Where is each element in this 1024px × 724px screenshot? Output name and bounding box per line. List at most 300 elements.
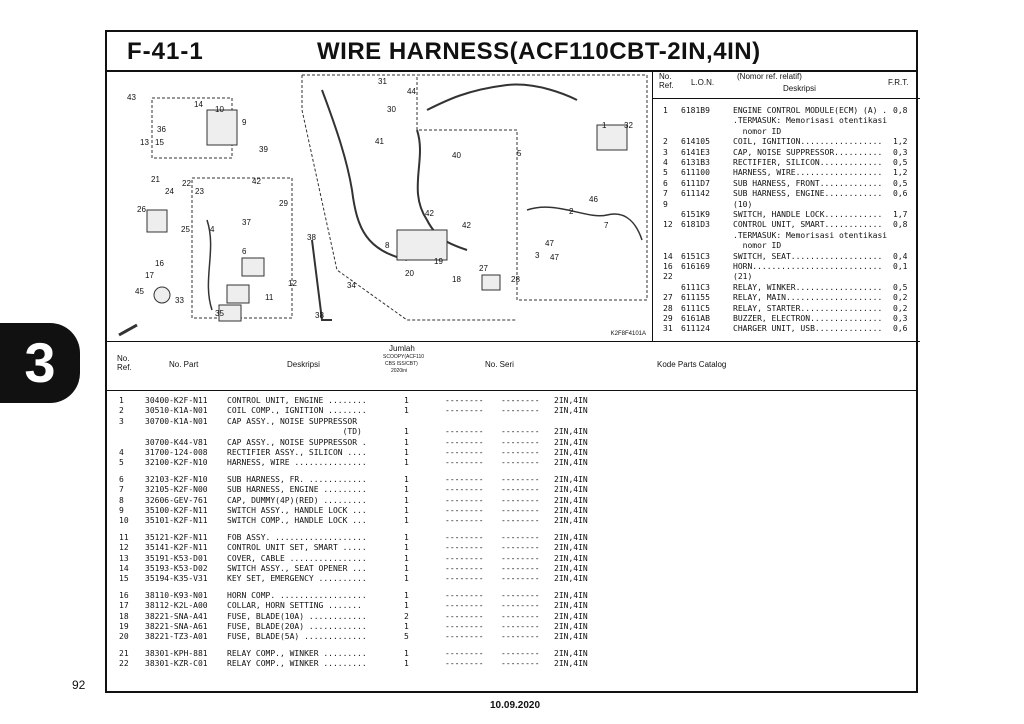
page-title: WIRE HARNESS(ACF110CBT-2IN,4IN)	[317, 38, 761, 65]
catalog-frame	[105, 30, 918, 693]
callout: 35	[215, 309, 224, 318]
ref-cell-desc: HARNESS, WIRE..................	[733, 168, 883, 178]
parts-cell-desc: SUB HARNESS, FR. ............	[227, 474, 367, 484]
col-no-ref: No. Ref.	[659, 72, 674, 90]
parts-cell-desc: RELAY COMP., WINKER .........	[227, 659, 367, 669]
ref-cell-frt: 0,2	[893, 303, 908, 313]
parts-cell-part: 35101-K2F-N11	[145, 516, 208, 526]
parts-row	[107, 564, 916, 574]
ref-cell-ref: 29	[663, 314, 673, 323]
ref-cell-frt: 0,5	[893, 282, 908, 292]
parts-cell-qty: 1	[404, 406, 409, 416]
parts-cell-ref: 9	[119, 506, 124, 515]
parts-cell-code: 2IN,4IN	[554, 427, 588, 437]
parts-cell-desc: CAP ASSY., NOISE SUPPRESSOR	[227, 416, 358, 426]
parts-row	[107, 574, 916, 584]
callout: 37	[242, 218, 251, 227]
parts-row	[107, 458, 916, 468]
parts-cell-desc: HORN COMP. ..................	[227, 590, 367, 600]
parts-cell-qty: 1	[404, 574, 409, 584]
title-row	[107, 32, 916, 72]
parts-cell-code: 2IN,4IN	[554, 495, 588, 505]
parts-cell-ref: 10	[119, 516, 129, 526]
parts-cell-ref: 18	[119, 611, 129, 621]
ref-cell-frt: 1,2	[893, 137, 908, 147]
parts-cell-s2: --------	[501, 601, 540, 611]
parts-cell-part: 30700-K44-V81	[145, 437, 208, 447]
parts-cell-code: 2IN,4IN	[554, 574, 588, 584]
callout: 12	[288, 279, 297, 288]
parts-cell-s1: --------	[445, 601, 484, 611]
parts-cell-s1: --------	[445, 611, 484, 621]
parts-cell-s1: --------	[445, 659, 484, 669]
horn	[154, 287, 170, 303]
parts-cell-s2: --------	[501, 448, 540, 457]
parts-cell-code: 2IN,4IN	[554, 659, 588, 669]
callout: 1	[602, 121, 607, 130]
parts-cell-qty: 2	[404, 611, 409, 621]
parts-table-header	[107, 342, 916, 391]
ref-row	[653, 283, 920, 293]
parts-row	[107, 396, 916, 406]
parts-cell-s2: --------	[501, 406, 540, 416]
ref-cell-ref: 14	[663, 251, 673, 261]
parts-row	[107, 612, 916, 622]
ref-table	[653, 70, 920, 342]
parts-row	[107, 417, 916, 427]
callout: 39	[259, 145, 268, 154]
parts-cell-s1: --------	[445, 485, 484, 495]
ref-cell-frt: 0,3	[893, 314, 908, 323]
parts-cell-part: 38221-SNA-A61	[145, 622, 208, 631]
parts-cell-ref: 15	[119, 574, 129, 584]
parts-cell-s1: --------	[445, 574, 484, 584]
callout: 2	[569, 207, 574, 216]
parts-cell-s2: --------	[501, 553, 540, 563]
parts-cell-ref: 20	[119, 632, 129, 642]
parts-cell-s2: --------	[501, 590, 540, 600]
parts-cell-desc: FUSE, BLADE(10A) ............	[227, 611, 367, 621]
parts-cell-s2: --------	[501, 495, 540, 505]
ref-cell-lon: 6151K9	[681, 210, 710, 219]
parts-cell-desc: SWITCH ASSY., SEAT OPENER ...	[227, 564, 367, 573]
parts-cell-part: 32105-K2F-N00	[145, 485, 208, 495]
parts-cell-code: 2IN,4IN	[554, 437, 588, 447]
callout: 46	[589, 195, 598, 204]
parts-cell-desc: HARNESS, WIRE ...............	[227, 458, 367, 468]
parts-cell-code: 2IN,4IN	[554, 485, 588, 495]
callout: 47	[545, 239, 554, 248]
ref-cell-desc: RECTIFIER, SILICON.............	[733, 158, 883, 167]
callout: 28	[511, 275, 520, 284]
parts-cell-part: 38221-TZ3-A01	[145, 632, 208, 642]
parts-cell-code: 2IN,4IN	[554, 506, 588, 515]
callout: 32	[624, 121, 633, 130]
ref-cell-desc: ENGINE CONTROL MODULE(ECM) (A) .	[733, 106, 888, 115]
parts-cell-qty: 1	[404, 448, 409, 457]
parts-cell-s2: --------	[501, 611, 540, 621]
callout: 9	[242, 118, 247, 127]
callout: 26	[137, 205, 146, 214]
ref-cell-desc: nomor ID	[733, 241, 782, 251]
parts-cell-ref: 13	[119, 553, 129, 563]
parts-cell-part: 32103-K2F-N10	[145, 474, 208, 484]
callout: 11	[265, 293, 274, 302]
parts-cell-part: 32606-GEV-761	[145, 495, 208, 505]
callout: 17	[145, 271, 154, 280]
ref-row	[653, 324, 920, 334]
ref-cell-lon: 6151C3	[681, 251, 710, 261]
chapter-tab: 3	[0, 323, 80, 403]
winker-relay	[147, 210, 167, 232]
parts-cell-qty: 1	[404, 458, 409, 468]
ref-cell-desc: BUZZER, ELECTRON...............	[733, 314, 883, 323]
parts-cell-qty: 1	[404, 564, 409, 573]
parts-cell-code: 2IN,4IN	[554, 648, 588, 658]
parts-cell-qty: 1	[404, 601, 409, 611]
parts-cell-part: 35141-K2F-N11	[145, 543, 208, 553]
parts-cell-qty: 1	[404, 396, 409, 405]
parts-cell-part: 30510-K1A-N01	[145, 406, 208, 416]
ref-cell-ref: 7	[663, 189, 668, 199]
parts-cell-s1: --------	[445, 474, 484, 484]
ref-row	[653, 116, 920, 126]
parts-cell-ref: 21	[119, 648, 129, 658]
parts-cell-desc: CONTROL UNIT SET, SMART .....	[227, 543, 367, 553]
parts-row	[107, 591, 916, 601]
callout: 42	[462, 221, 471, 230]
handle-lock-switch	[207, 110, 237, 145]
parts-cell-part: 32100-K2F-N10	[145, 458, 208, 468]
parts-cell-ref: 14	[119, 564, 129, 573]
ref-cell-desc: (21)	[733, 272, 753, 282]
callout: 45	[135, 287, 144, 296]
parts-row	[107, 516, 916, 526]
parts-cell-code: 2IN,4IN	[554, 553, 588, 563]
col-kode: Kode Parts Catalog	[657, 360, 727, 369]
parts-cell-code: 2IN,4IN	[554, 590, 588, 600]
parts-cell-qty: 1	[404, 590, 409, 600]
parts-row	[107, 543, 916, 553]
col-model-2: CBS ISS/CBT)	[385, 361, 418, 367]
callout: 10	[215, 105, 224, 114]
exploded-diagram	[107, 70, 653, 342]
parts-cell-s1: --------	[445, 406, 484, 416]
ref-cell-ref: 9	[663, 199, 668, 209]
parts-cell-ref: 22	[119, 659, 129, 669]
ref-cell-lon: 6111D7	[681, 178, 710, 188]
callout: 43	[127, 93, 136, 102]
ref-cell-lon: 6111C5	[681, 303, 710, 313]
parts-cell-desc: RECTIFIER ASSY., SILICON ....	[227, 448, 367, 457]
diagram-code: K2F8F4101A	[610, 331, 646, 337]
parts-cell-s2: --------	[501, 485, 540, 495]
parts-cell-ref: 17	[119, 601, 129, 611]
ref-cell-desc: RELAY, WINKER..................	[733, 282, 883, 292]
parts-cell-s2: --------	[501, 632, 540, 642]
parts-cell-desc: FOB ASSY. ...................	[227, 532, 367, 542]
callout: 36	[157, 125, 166, 134]
callout: 20	[405, 269, 414, 278]
parts-cell-desc: FUSE, BLADE(20A) ............	[227, 622, 367, 631]
ref-cell-desc: SUB HARNESS, ENGINE............	[733, 189, 883, 199]
ref-cell-lon: 6141E3	[681, 147, 710, 157]
smart-unit	[227, 285, 249, 303]
ref-row	[653, 314, 920, 324]
ref-cell-ref: 4	[663, 158, 668, 167]
parts-cell-s2: --------	[501, 474, 540, 484]
parts-cell-s2: --------	[501, 458, 540, 468]
parts-cell-s1: --------	[445, 437, 484, 447]
parts-cell-qty: 1	[404, 553, 409, 563]
parts-cell-s2: --------	[501, 516, 540, 526]
ref-cell-desc: CHARGER UNIT, USB..............	[733, 324, 883, 334]
parts-cell-qty: 1	[404, 659, 409, 669]
ref-cell-ref: 16	[663, 262, 673, 271]
ref-cell-lon: 614105	[681, 137, 710, 147]
callout: 13	[140, 138, 149, 147]
parts-row	[107, 506, 916, 516]
ref-cell-frt: 0,6	[893, 189, 908, 199]
ref-row	[653, 189, 920, 199]
callout: 47	[550, 253, 559, 262]
callout: 4	[210, 225, 215, 234]
callout: 38	[315, 311, 324, 320]
parts-cell-s2: --------	[501, 574, 540, 584]
parts-row	[107, 485, 916, 495]
parts-cell-part: 35193-K53-D02	[145, 564, 208, 573]
parts-row	[107, 554, 916, 564]
parts-cell-part: 38110-K93-N01	[145, 590, 208, 600]
figure-code: F-41-1	[127, 38, 204, 65]
callout: 38	[307, 233, 316, 242]
parts-row	[107, 427, 916, 437]
ref-cell-frt: 0,4	[893, 251, 908, 261]
ref-cell-desc: COIL, IGNITION.................	[733, 137, 883, 147]
ref-row	[653, 262, 920, 272]
ref-cell-frt: 0,5	[893, 158, 908, 167]
parts-cell-code: 2IN,4IN	[554, 406, 588, 416]
parts-cell-code: 2IN,4IN	[554, 611, 588, 621]
parts-cell-ref: 5	[119, 458, 124, 468]
col-no-part: No. Part	[169, 360, 199, 369]
callout: 41	[375, 137, 384, 146]
parts-cell-s1: --------	[445, 458, 484, 468]
ref-row	[653, 272, 920, 282]
parts-cell-ref: 1	[119, 396, 124, 405]
wire-main	[322, 90, 407, 260]
parts-cell-s1: --------	[445, 396, 484, 405]
ref-row	[653, 200, 920, 210]
parts-cell-s2: --------	[501, 437, 540, 447]
ref-cell-ref: 27	[663, 293, 673, 303]
ref-cell-desc: nomor ID	[733, 126, 782, 136]
parts-row	[107, 649, 916, 659]
parts-cell-part: 38301-KPH-881	[145, 648, 208, 658]
parts-cell-ref: 4	[119, 448, 124, 457]
parts-cell-ref: 6	[119, 474, 124, 484]
ref-cell-desc: .TERMASUK: Memorisasi otentikasi	[733, 230, 888, 240]
ref-cell-ref: 5	[663, 168, 668, 178]
parts-cell-desc: SUB HARNESS, ENGINE .........	[227, 485, 367, 495]
ref-row	[653, 252, 920, 262]
parts-cell-code: 2IN,4IN	[554, 632, 588, 642]
parts-cell-code: 2IN,4IN	[554, 448, 588, 457]
group-box-harness	[302, 75, 647, 300]
parts-row	[107, 632, 916, 642]
parts-cell-qty: 1	[404, 437, 409, 447]
parts-cell-desc: KEY SET, EMERGENCY ..........	[227, 574, 367, 584]
parts-cell-ref: 8	[119, 495, 124, 505]
ref-cell-ref: 2	[663, 137, 668, 147]
ref-cell-desc: CONTROL UNIT, SMART............	[733, 220, 883, 230]
ref-table-header	[653, 70, 920, 99]
callout: 18	[452, 275, 461, 284]
parts-cell-ref: 16	[119, 590, 129, 600]
callout: 16	[155, 259, 164, 268]
col-model-3: 2020ini	[391, 368, 408, 374]
ref-cell-lon: 611142	[681, 189, 710, 199]
ref-cell-desc: .TERMASUK: Memorisasi otentikasi	[733, 116, 888, 126]
bracket-38	[312, 240, 332, 320]
parts-cell-ref: 7	[119, 485, 124, 495]
parts-cell-ref: 11	[119, 532, 129, 542]
ref-cell-ref: 12	[663, 220, 673, 230]
parts-cell-part: 30400-K2F-N11	[145, 396, 208, 405]
ref-cell-desc: SUB HARNESS, FRONT.............	[733, 178, 883, 188]
ref-cell-lon: 6131B3	[681, 158, 710, 167]
callout: 15	[155, 138, 164, 147]
parts-cell-qty: 1	[404, 474, 409, 484]
relay-6	[242, 258, 264, 276]
wire-engine	[527, 207, 642, 240]
ref-cell-lon: 6111C3	[681, 282, 710, 292]
callout: 6	[242, 247, 247, 256]
callout: 44	[407, 87, 416, 96]
footer-date: 10.09.2020	[490, 700, 541, 711]
col-deskripsi: Deskripsi	[287, 360, 320, 369]
ref-row	[653, 293, 920, 303]
ref-cell-ref: 3	[663, 147, 668, 157]
ref-cell-desc: (10)	[733, 199, 753, 209]
col-no-ref: No. Ref.	[117, 354, 132, 372]
parts-cell-s2: --------	[501, 506, 540, 515]
parts-cell-qty: 1	[404, 622, 409, 631]
ref-cell-ref: 1	[663, 106, 668, 115]
ref-row	[653, 241, 920, 251]
parts-cell-ref: 2	[119, 406, 124, 416]
parts-row	[107, 406, 916, 416]
parts-cell-desc: CAP, DUMMY(4P)(RED) .........	[227, 495, 367, 505]
parts-cell-s1: --------	[445, 516, 484, 526]
parts-cell-s1: --------	[445, 632, 484, 642]
parts-cell-s1: --------	[445, 648, 484, 658]
parts-cell-s2: --------	[501, 622, 540, 631]
col-frt: F.R.T.	[888, 78, 909, 87]
col-no-seri: No. Seri	[485, 360, 514, 369]
relay-27	[482, 275, 500, 290]
callout: 23	[195, 187, 204, 196]
parts-row	[107, 601, 916, 611]
parts-cell-part: 35194-K35-V31	[145, 574, 208, 584]
parts-cell-qty: 1	[404, 485, 409, 495]
ref-cell-frt: 0,6	[893, 324, 908, 334]
parts-cell-s1: --------	[445, 448, 484, 457]
parts-row	[107, 496, 916, 506]
callout: 19	[434, 257, 443, 266]
parts-cell-s1: --------	[445, 495, 484, 505]
parts-cell-code: 2IN,4IN	[554, 622, 588, 631]
ref-cell-ref: 6	[663, 178, 668, 188]
ref-cell-lon: 6161AB	[681, 314, 710, 323]
parts-row	[107, 475, 916, 485]
callout: 14	[194, 100, 203, 109]
parts-cell-part: 38301-KZR-C01	[145, 659, 208, 669]
ref-cell-desc: RELAY, STARTER.................	[733, 303, 883, 313]
ref-cell-desc: CAP, NOISE SUPPRESSOR..........	[733, 147, 883, 157]
ref-cell-ref: 28	[663, 303, 673, 313]
ref-cell-frt: 0,2	[893, 293, 908, 303]
parts-cell-s2: --------	[501, 659, 540, 669]
parts-cell-part: 38221-SNA-A41	[145, 611, 208, 621]
callout: 25	[181, 225, 190, 234]
ref-cell-ref: 22	[663, 272, 673, 282]
ref-cell-lon: 6181B9	[681, 106, 710, 115]
parts-cell-s1: --------	[445, 543, 484, 553]
parts-cell-qty: 5	[404, 632, 409, 642]
parts-cell-desc: COLLAR, HORN SETTING .......	[227, 601, 362, 611]
ref-row	[653, 127, 920, 137]
ref-cell-lon: 611100	[681, 168, 710, 178]
ref-row	[653, 158, 920, 168]
parts-cell-desc: SWITCH COMP., HANDLE LOCK ...	[227, 516, 367, 526]
callout: 21	[151, 175, 160, 184]
ref-cell-frt: 1,7	[893, 210, 908, 219]
parts-cell-s1: --------	[445, 506, 484, 515]
callout-labels	[127, 77, 633, 320]
callout: 5	[517, 149, 522, 158]
parts-cell-desc: CAP ASSY., NOISE SUPPRESSOR .	[227, 437, 367, 447]
callout: 27	[479, 264, 488, 273]
parts-cell-s1: --------	[445, 622, 484, 631]
col-nomor: (Nomor ref. relatif)	[737, 72, 802, 81]
diagram-drawing	[107, 70, 653, 342]
callout: 42	[425, 209, 434, 218]
parts-cell-desc: COVER, CABLE ................	[227, 553, 367, 563]
ref-cell-frt: 1,2	[893, 168, 908, 178]
parts-cell-desc: RELAY COMP., WINKER .........	[227, 648, 367, 658]
parts-cell-s2: --------	[501, 532, 540, 542]
parts-cell-qty: 1	[404, 648, 409, 658]
callout: 31	[378, 77, 387, 86]
parts-cell-code: 2IN,4IN	[554, 396, 588, 405]
parts-cell-desc: CONTROL UNIT, ENGINE ........	[227, 396, 367, 405]
parts-cell-s2: --------	[501, 648, 540, 658]
ref-row	[653, 168, 920, 178]
callout: 33	[175, 296, 184, 305]
callout: 22	[182, 179, 191, 188]
parts-cell-part: 30700-K1A-N01	[145, 416, 208, 426]
ref-cell-frt: 0,1	[893, 262, 908, 271]
ref-cell-desc: HORN...........................	[733, 262, 883, 271]
parts-cell-code: 2IN,4IN	[554, 564, 588, 573]
parts-row	[107, 438, 916, 448]
col-lon: L.O.N.	[691, 78, 715, 87]
col-deskripsi: Deskripsi	[783, 84, 816, 93]
ref-row	[653, 304, 920, 314]
ref-cell-frt: 0,8	[893, 106, 908, 115]
parts-cell-ref: 3	[119, 416, 124, 426]
